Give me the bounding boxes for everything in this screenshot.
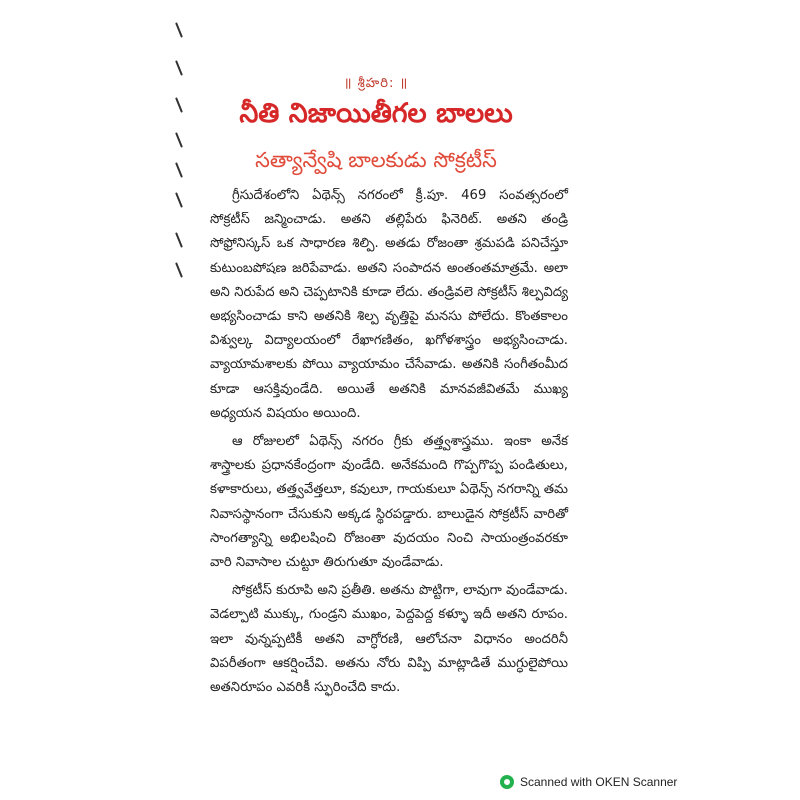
margin-tick xyxy=(175,22,183,38)
scanner-label: Scanned with OKEN Scanner xyxy=(520,775,678,789)
scanner-watermark xyxy=(500,772,677,792)
margin-tick xyxy=(175,60,183,76)
margin-tick xyxy=(175,262,183,278)
paragraph-3: సోక్రటీస్ కురూపి అని ప్రతీతి. అతను పొట్టిగా, లావుగా వుండేవాడు. వెడల్పాటి ముక్కు, గుండ్రని ముఖం, పెద్దపెద్ద కళ్ళూ ఇదీ అతని రూపం. ఇలా వున్నప్పటికీ అతని వాగ్ధోరణి, ఆలోచనా విధానం అందరినీ విపరీతంగా ఆకర్షించేవి. అతను నోరు విప్పి మాట్లాడితే ముగ్ధులైపోయి అతనిరూపం ఎవరికీ స్ఫురించేది కాదు. xyxy=(210,583,568,696)
body-text xyxy=(210,184,568,700)
chapter-subtitle: సత్యాన్వేషి బాలకుడు సోక్రటీస్ xyxy=(255,148,497,172)
margin-tick xyxy=(175,232,183,248)
oken-scanner-icon xyxy=(500,775,514,789)
paragraph-2: ఆ రోజులలో ఏథెన్స్ నగరం గ్రీకు తత్త్వశాస్త్రము. ఇంకా అనేక శాస్త్రాలకు ప్రధానకేంద్రంగా వుండేది. అనేకమంది గొప్పగొప్ప పండితులు, కళాకారులు, తత్త్వవేత్తలూ, కవులూ, గాయకులూ ఏథెన్స్ నగరాన్ని తమ నివాసస్థానంగా చేసుకుని అక్కడ స్థిరపడ్డారు. బాలుడైన సోక్రటీస్ వారితో సాంగత్యాన్ని అభిలషించి రోజంతా వుదయం నించి సాయంత్రంవరకూ వారి నివాసాల చుట్టూ తిరుగుతూ వుండేవాడు. xyxy=(210,434,568,571)
invocation-line: ॥ శ్రీహరి: ॥ xyxy=(343,76,409,91)
paragraph-1: గ్రీసుదేశంలోని ఏథెన్స్ నగరంలో క్రీ.పూ. 469 సంవత్సరంలో సోక్రటీస్ జన్మించాడు. అతని తల్లిపేరు ఫినెరిట్. అతని తండ్రి సోఫ్రోనిస్కస్ ఒక సాధారణ శిల్పి. అతడు రోజంతా శ్రమపడి పనిచేస్తూ కుటుంబపోషణ జరిపేవాడు. అతని సంపాదన అంతంతమాత్రమే. అలా అని నిరుపేద అని చెప్పటానికి కూడా లేదు. తండ్రివలె సోక్రటీస్ శిల్పవిద్య అభ్యసించాడు కాని అతనికి శిల్ప వృత్తిపై మనసు పోలేదు. కొంతకాలం విశ్వుల్క విద్యాలయంలో రేఖాగణితం, ఖగోళశాస్త్రం అభ్యసించాడు. వ్యాయామశాలకు పోయి వ్యాయామం చేసేవాడు. అతనికి సంగీతంమీద కూడా ఆసక్తివుండేది. అయితే అతనికి మానవజీవితమే ముఖ్య అధ్యయన విషయం అయింది. xyxy=(210,188,568,421)
page-title: నీతి నిజాయితీగల బాలలు xyxy=(239,98,513,129)
margin-tick xyxy=(175,192,183,208)
